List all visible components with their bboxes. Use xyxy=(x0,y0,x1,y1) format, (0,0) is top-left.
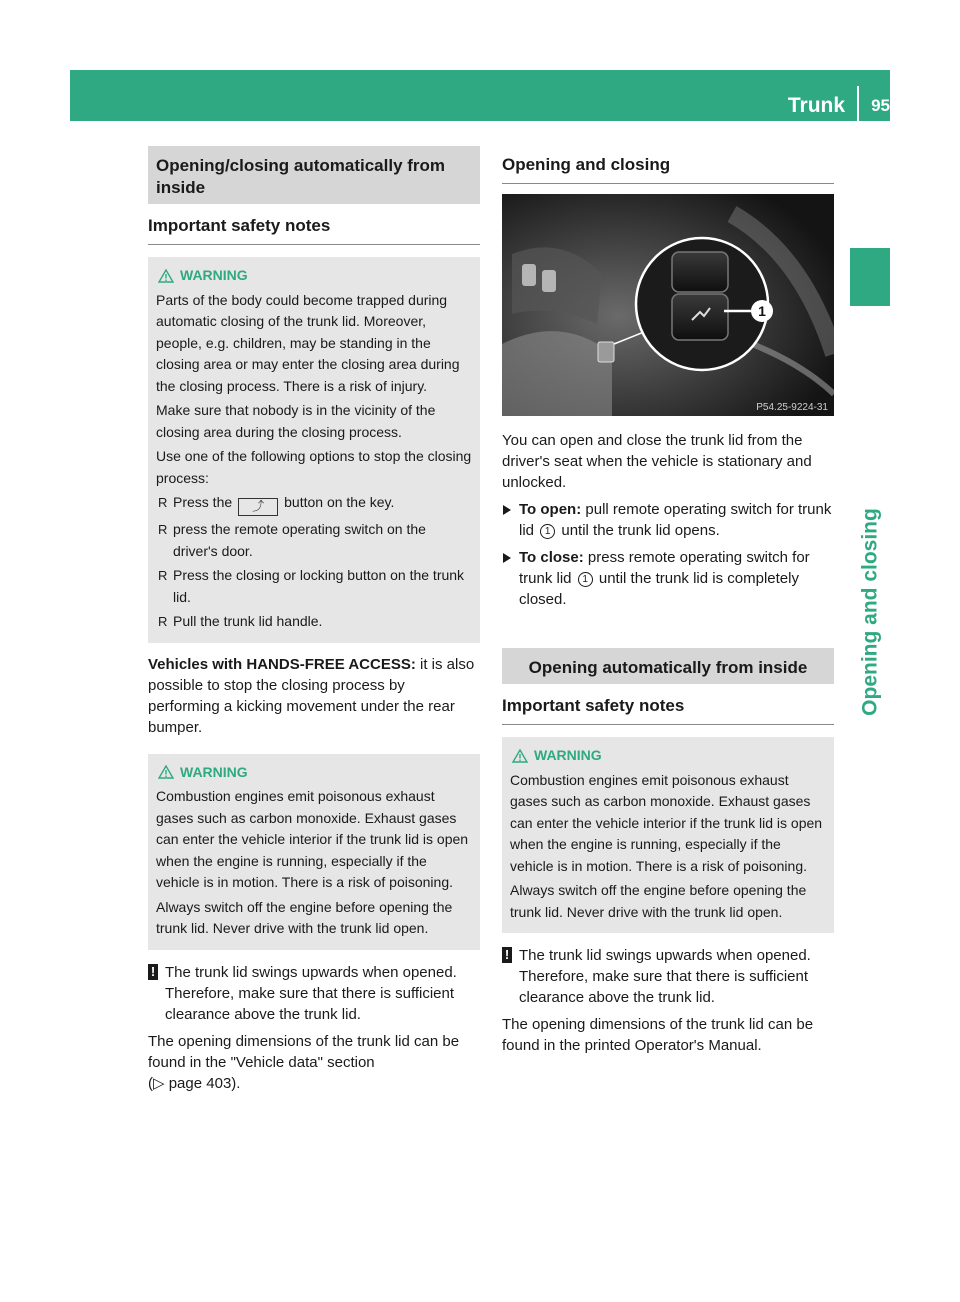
subheading: Important safety notes xyxy=(502,695,834,725)
warning-text: Combustion engines emit poisonous exhaust gases such as carbon monoxide. Exhaust gases can enter the vehicle interior if the trunk lid is open when the engine is running, especially if the vehicle is in motion. There is a risk of poisoning. xyxy=(156,788,469,890)
warning-title: WARNING xyxy=(156,762,472,784)
chapter-title: Trunk xyxy=(787,94,846,117)
warning-text: Always switch off the engine before opening the trunk lid. Never drive with the trunk lid open. xyxy=(510,882,807,920)
header-bar xyxy=(70,70,890,121)
page-ref-arrow-icon: ▷ xyxy=(153,1074,165,1092)
section-heading: Opening and closing xyxy=(502,146,834,184)
operators-manual-note: The opening dimensions of the trunk lid can be found in the printed Operator's Manual. xyxy=(502,1016,814,1054)
callout-1-icon: 1 xyxy=(578,572,593,587)
callout-1-icon: 1 xyxy=(540,524,555,539)
side-tab-marker xyxy=(850,248,890,306)
warning-box xyxy=(148,257,480,643)
warning-title: WARNING xyxy=(156,265,472,287)
intro-paragraph: You can open and close the trunk lid from the driver's seat when the vehicle is stationary and unlocked. xyxy=(502,432,812,491)
warning-box xyxy=(502,737,834,933)
caution-note: ! The trunk lid swings upwards when opened. Therefore, make sure that there is sufficient clearance above the trunk lid. xyxy=(502,945,834,1008)
right-column xyxy=(502,146,834,1056)
section-heading: Opening/closing automatically from inside xyxy=(148,146,480,204)
trunk-switch-photo xyxy=(502,194,834,416)
warning-triangle-icon xyxy=(158,269,174,283)
list-item: R press the remote operating switch on the driver's door. xyxy=(158,521,426,559)
list-item: R Press the closing or locking button on the trunk lid. xyxy=(158,567,465,605)
warning-text: Make sure that nobody is in the vicinity of the closing area during the closing process. xyxy=(156,402,436,440)
running-header xyxy=(788,86,890,126)
exclamation-icon: ! xyxy=(148,964,158,980)
exclamation-icon: ! xyxy=(502,947,512,963)
warning-title: WARNING xyxy=(510,745,826,767)
door-switch-illustration xyxy=(502,194,834,416)
step-close: To close: press remote operating switch for trunk lid 1 until the trunk lid is completely closed. xyxy=(502,547,834,610)
page-number: 95 xyxy=(871,96,890,115)
warning-box xyxy=(148,754,480,950)
page-reference[interactable]: page 403 xyxy=(168,1074,232,1092)
hands-free-paragraph: Vehicles with HANDS-FREE ACCESS: it is also possible to stop the closing process by performing a kicking movement under the rear bumper. xyxy=(148,655,475,736)
warning-triangle-icon xyxy=(512,749,528,763)
figure-code: P54.25-9224-31 xyxy=(756,402,828,413)
section-heading: Opening automatically from inside xyxy=(502,648,834,684)
warning-text: Use one of the following options to stop the closing process: xyxy=(156,448,472,486)
subheading: Important safety notes xyxy=(148,215,480,245)
list-item: R Press the ⤴ button on the key. xyxy=(156,492,472,516)
stop-options-list xyxy=(156,492,472,633)
warning-triangle-icon xyxy=(158,765,174,779)
caution-note: ! The trunk lid swings upwards when opened. Therefore, make sure that there is sufficient clearance above the trunk lid. xyxy=(148,962,480,1025)
list-item: R Pull the trunk lid handle. xyxy=(158,613,323,629)
trunk-key-button-icon: ⤴ xyxy=(238,498,278,516)
warning-text: Always switch off the engine before opening the trunk lid. Never drive with the trunk lid open. xyxy=(156,898,453,936)
warning-text: Combustion engines emit poisonous exhaust gases such as carbon monoxide. Exhaust gases can enter the vehicle interior if the trunk lid is open when the engine is running, especially if the vehicle is in motion. There is a risk of poisoning. xyxy=(510,771,823,874)
step-arrow-icon xyxy=(503,553,511,563)
step-arrow-icon xyxy=(503,505,511,515)
figure-callout: 1 xyxy=(758,303,766,319)
side-tab-label: Opening and closing xyxy=(858,508,882,716)
header-divider xyxy=(857,86,859,126)
warning-text: Parts of the body could become trapped during automatic closing of the trunk lid. Moreover, people, e.g. children, may be standing in the closing area or may enter the closing area during the closing process. There is a risk of injury. xyxy=(156,291,460,394)
dimensions-note: The opening dimensions of the trunk lid can be found in the "Vehicle data" section (▷ page 403). xyxy=(148,1032,460,1092)
left-column xyxy=(148,146,480,1094)
step-open: To open: pull remote operating switch for trunk lid 1 until the trunk lid opens. xyxy=(502,499,834,541)
